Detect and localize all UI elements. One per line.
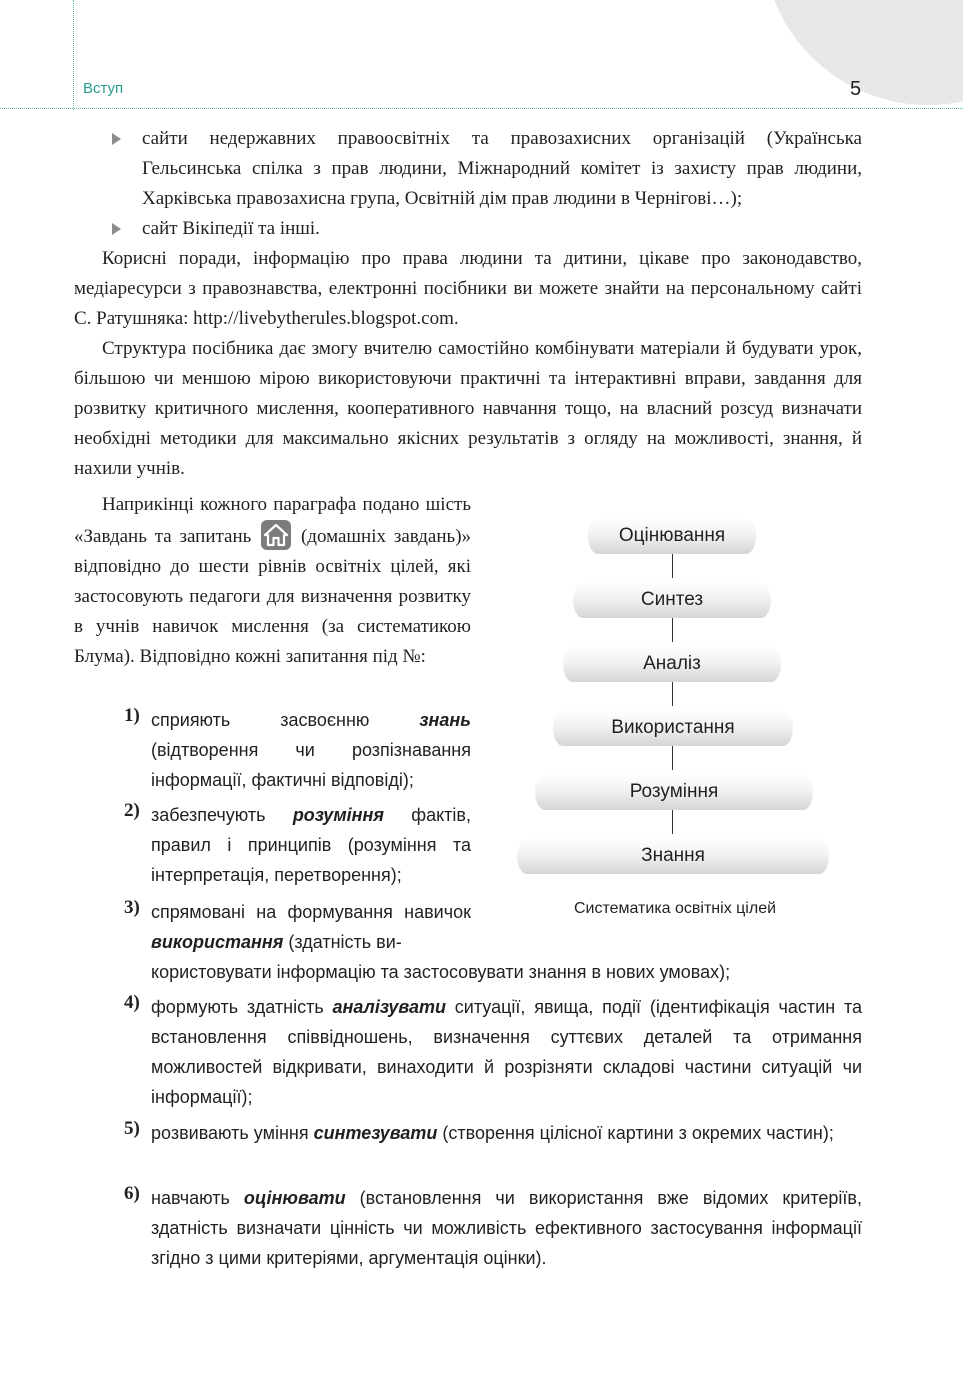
level-analysis: Аналіз: [563, 646, 781, 682]
paragraph-resources: Корисні поради, інформацію про права людини та дитини, цікаве про законодавство, медіаресурси з правознавства, електронні посібники ви можете знайти на персональному сайті С. Ратушняка: http://livebytherules.blogspot.com.: [74, 248, 862, 329]
diagram-connector: [672, 618, 673, 642]
paragraph-structure: Структура посібника дає змогу вчителю самостійно комбінувати матеріали й будувати урок, більшою чи меншою мірою використовуючи практичні та інтерактивні вправи, завдання для розвитку критичного мислення, кооперативного навчання тощо, на власний розсуд визначати необхідні методики для максимально якісних результатів з огляду на можливості, знання, й нахили учнів.: [74, 338, 862, 479]
margin-rule-vertical: [73, 0, 74, 110]
paragraph-tasks-text-end: (домашніх завдань)» відповідно до шести рівнів освітніх цілей, які застосовують педагоги для визначення розвитку в учнів навичок мислення (за систематикою Блума). Відповідно кожні запитання під №:: [74, 526, 472, 667]
bullet-marker-icon: [112, 133, 121, 145]
level-application: Використання: [553, 710, 793, 746]
list-number: 4): [124, 992, 140, 1013]
level-knowledge: Знання: [517, 838, 829, 874]
level-comprehension: Розуміння: [535, 774, 813, 810]
list-number: 1): [124, 705, 140, 726]
bullet-item: сайти недержавних правоосвітніх та правозахисних організацій (Українська Гельсинська спілка з прав людини, Міжнародний комітет із захисту прав людини, Харківська правозахисна група, Освітній дім прав людини в Чернігові…);: [142, 128, 862, 209]
section-title: Вступ: [83, 80, 124, 97]
list-item-application: спрямовані на формування навичок використання (здатність ви-: [151, 902, 471, 952]
list-item-synthesis: розвивають уміння синтезувати (створення цілісної картини з окремих частин);: [151, 1123, 834, 1143]
list-item-application-continuation: користовувати інформацію та застосовувати знання в нових умовах);: [151, 962, 731, 982]
paragraph-tasks-text-start: Наприкінці кожного параграфа подано шість «Завдань та запитань: [74, 494, 471, 547]
bullet-marker-icon: [112, 223, 121, 235]
list-number: 3): [124, 897, 140, 918]
diagram-connector: [672, 810, 673, 834]
list-item-knowledge: сприяють засвоєнню знань (відтворення чи розпізнавання інформації, фактичні відповіді);: [151, 710, 471, 790]
diagram-caption: Систематика освітніх цілей: [573, 900, 777, 917]
bullet-item: сайт Вікіпедії та інші.: [142, 218, 320, 239]
list-item-analysis: формують здатність аналізувати ситуації, явища, події (ідентифікація частин та встановлення співвідношень, визначення суттєвих деталей та отримання можливостей відкривати, винаходити й розрізняти складові частини ситуацій чи інформації);: [151, 997, 863, 1107]
level-synthesis: Синтез: [573, 582, 771, 618]
home-icon: [261, 520, 291, 550]
diagram-connector: [672, 746, 673, 770]
paragraph-tasks: [74, 490, 471, 672]
level-evaluation: Оцінювання: [588, 518, 756, 554]
list-item-evaluation: навчають оцінювати (встановлення чи використання вже відомих критеріїв, здатність визначати цінність чи можливість ефективного застосування інформації згідно з цими критеріями, аргументація оцінки).: [151, 1188, 862, 1268]
header-rule: [0, 108, 963, 109]
diagram-connector: [672, 682, 673, 706]
list-number: 2): [124, 800, 140, 821]
list-number: 5): [124, 1118, 140, 1139]
list-item-comprehension: забезпечують розуміння фактів, правил і принципів (розуміння та інтерпретація, перетворення);: [151, 805, 471, 885]
list-number: 6): [124, 1183, 140, 1204]
corner-decoration: [763, 0, 963, 105]
diagram-connector: [672, 554, 673, 578]
page-number: 5: [850, 78, 862, 100]
